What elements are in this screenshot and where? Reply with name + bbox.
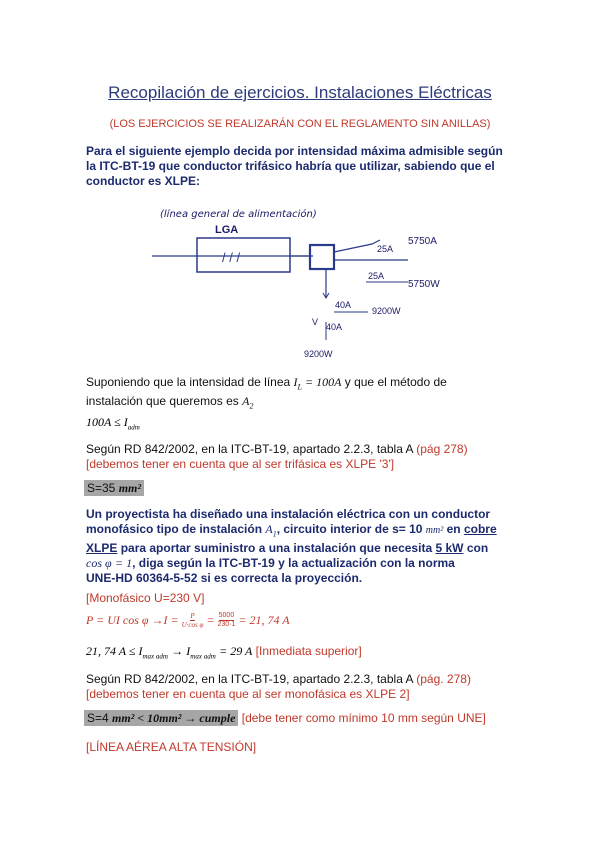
cobre: cobre <box>463 522 497 536</box>
method: A <box>242 394 250 409</box>
text: Suponiendo que la intensidad de línea <box>86 375 291 389</box>
branch-1-amp: 25A <box>377 244 394 254</box>
page-title: Recopilación de ejercicios. Instalaciones Eléctricas <box>108 83 492 102</box>
branch-1-line <box>334 240 380 252</box>
ex1-supposing-line <box>86 375 516 394</box>
ineq-note: [Inmediata superior] <box>255 644 362 658</box>
il-sub: L <box>297 382 302 392</box>
text: instalación que queremos es <box>86 394 239 409</box>
result-unit: mm² <box>118 481 141 495</box>
branch-3-amp: 40A <box>335 300 352 310</box>
ex2-statement-line <box>86 522 526 541</box>
ex2-mono: [Monofásico U=230 V] <box>86 591 205 605</box>
il-val: = 100A <box>304 375 342 389</box>
ex2-reference <box>86 672 526 702</box>
result: S=35 <box>87 481 116 495</box>
eq: = 1 <box>114 556 133 571</box>
ex2-statement-line: Un proyectista ha diseñado una instalación eléctrica con un conductor <box>86 507 491 521</box>
ex2-reference-note: [debemos tener en cuenta que al ser monofásica es XLPE 2] <box>86 687 410 701</box>
formula-a: P = UI cos φ →I = <box>86 613 179 627</box>
ex1-result <box>84 481 144 496</box>
lga-box <box>197 238 290 272</box>
result: S=4 <box>87 711 109 725</box>
result-highlight <box>84 710 238 726</box>
ex2-formula <box>86 612 290 629</box>
branch-4-load: 9200W <box>304 349 333 359</box>
circuit-diagram <box>140 200 460 370</box>
ineq-sub: adm <box>127 423 140 432</box>
branch-2-load: 5750W <box>408 279 440 290</box>
next-heading: [LÍNEA AÉREA ALTA TENSIÓN] <box>86 740 257 754</box>
eq: = <box>206 613 215 627</box>
formula-result: = 21, 74 A <box>238 613 290 627</box>
ex1-reference-note: [debemos tener en cuenta que al ser trifásica es XLPE '3'] <box>86 457 395 471</box>
ex2-reference-line <box>86 672 526 687</box>
il-symbol <box>293 375 342 392</box>
fraction-1 <box>182 612 204 629</box>
text: para aportar suministro a una instalación que necesita <box>120 541 433 556</box>
distribution-box <box>310 245 334 269</box>
ineq-sub: max adm <box>142 652 168 661</box>
text: , diga según la ITC-BT-19 y la actualización con la norma <box>132 556 455 571</box>
page-ref: (pág. 278) <box>416 672 471 686</box>
branch-4-mark: V <box>312 317 319 327</box>
text: en <box>446 522 461 536</box>
ex1-statement <box>86 144 526 189</box>
m-sub: 1 <box>272 529 277 539</box>
kw: 5 kW <box>435 541 464 556</box>
ex2-statement-line: UNE-HD 60364-5-52 si es correcta la proyección. <box>86 571 363 586</box>
diagram-lga-label: LGA <box>215 224 239 236</box>
ex1-statement-line: la ITC-BT-19 que conductor trifásico habría que utilizar, sabiendo que el <box>86 159 495 173</box>
text: Según RD 842/2002, en la ITC-BT-19, apartado 2.2.3, tabla A <box>86 672 413 686</box>
text: y que el método de <box>344 375 447 389</box>
branch-1-load: 5750A <box>408 236 437 247</box>
ex1-reference <box>86 442 526 472</box>
m: A <box>265 522 273 536</box>
text: con <box>466 541 489 556</box>
cos: cos φ <box>86 556 112 571</box>
ex2-statement-line <box>86 556 526 571</box>
frac-num: 5000 <box>218 612 235 619</box>
text: , circuito interior de s= 10 <box>276 522 423 536</box>
result-math: mm² < 10mm² → cumple <box>112 711 236 725</box>
ineq-sub: max adm <box>190 652 216 661</box>
ex1-statement-line: Para el siguiente ejemplo decida por intensidad máxima admisible según <box>86 144 503 158</box>
ex2-inequality <box>86 644 362 660</box>
text: monofásico tipo de instalación <box>86 522 263 536</box>
unit: mm² <box>425 525 444 536</box>
ex2-statement <box>86 507 526 586</box>
frac-num: P <box>190 612 195 620</box>
xlpe: XLPE <box>86 541 118 556</box>
text: Según RD 842/2002, en la ITC-BT-19, apartado 2.2.3, tabla A <box>86 442 413 456</box>
fraction-2 <box>217 612 235 629</box>
branch-4-amp: 40A <box>326 322 343 332</box>
ineq-b: → I <box>171 644 191 658</box>
frac-den: U·cos φ <box>181 621 204 629</box>
ex1-statement-line: conductor es XLPE: <box>86 174 201 188</box>
result-note: [debe tener como mínimo 10 mm según UNE] <box>241 711 486 725</box>
result-highlight <box>84 480 144 496</box>
ineq: 100A ≤ I <box>86 415 128 429</box>
method-symbol <box>265 522 277 539</box>
ineq-c: = 29 A <box>219 644 253 658</box>
il: I <box>293 375 298 389</box>
ineq-a: 21, 74 A ≤ I <box>86 644 143 658</box>
method-symbol <box>242 394 254 411</box>
ex1-reference-line <box>86 442 526 457</box>
page-subtitle: (LOS EJERCICIOS SE REALIZARÁN CON EL REGLAMENTO SIN ANILLAS) <box>109 118 491 130</box>
branch-3-load: 9200W <box>372 306 401 316</box>
ex2-result <box>84 711 486 726</box>
ex1-supposing-line <box>86 394 516 413</box>
method-sub: 2 <box>249 401 254 411</box>
ex2-statement-line <box>86 541 526 556</box>
frac-den: 230·1 <box>217 621 236 628</box>
page-ref: (pág 278) <box>416 442 468 456</box>
ex1-supposing <box>86 375 516 414</box>
diagram-caption: (línea general de alimentación) <box>160 209 317 220</box>
ex1-inequality <box>86 415 140 431</box>
lga-hatch: / / / <box>222 250 241 265</box>
branch-2-amp: 25A <box>368 271 385 281</box>
